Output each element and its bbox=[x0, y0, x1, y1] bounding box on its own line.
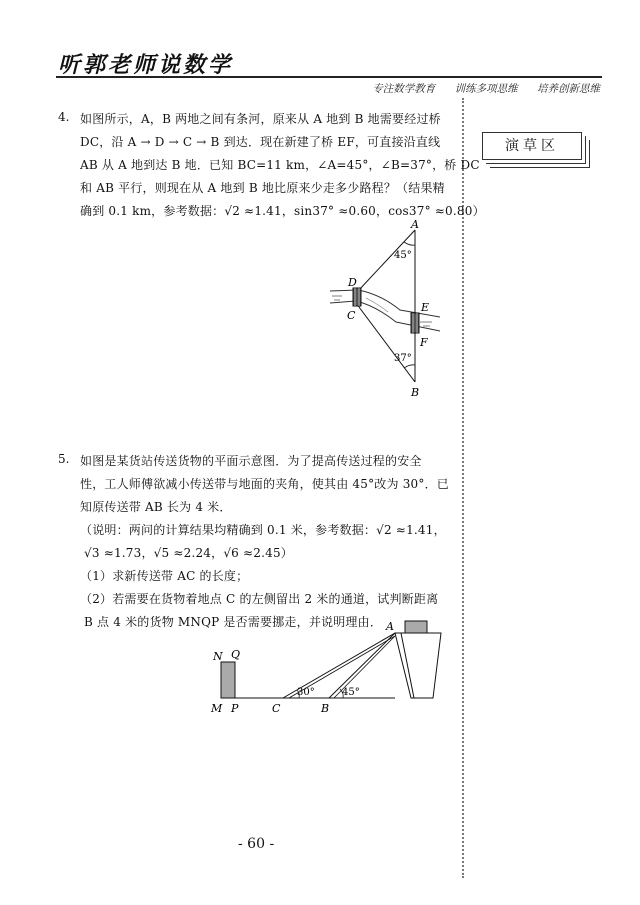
label5-N: N bbox=[213, 650, 223, 663]
cargo-MNQP bbox=[221, 662, 235, 698]
label5-C: C bbox=[272, 702, 281, 715]
q4-number: 4. bbox=[58, 110, 70, 124]
label5-B: B bbox=[321, 702, 330, 715]
q4-line-1: 如图所示，A，B 两地之间有条河，原来从 A 地到 B 地需要经过桥 bbox=[80, 112, 441, 126]
header-rule bbox=[56, 76, 602, 78]
motto-3: 培养创新思维 bbox=[537, 83, 600, 95]
header-motto bbox=[356, 81, 600, 96]
q5-line-6: （1）求新传送带 AC 的长度； bbox=[80, 569, 249, 583]
platform bbox=[395, 633, 441, 698]
page-number: - 60 - bbox=[238, 836, 275, 852]
label5-P: P bbox=[231, 702, 239, 715]
q4-line-4: 和 AB 平行，则现在从 A 地到 B 地比原来少走多少路程？（结果精 bbox=[80, 181, 445, 195]
angle-label-B5: 45° bbox=[342, 687, 360, 698]
angle-arc-B bbox=[404, 365, 415, 368]
label-E: E bbox=[421, 301, 430, 314]
label-A: A bbox=[411, 218, 419, 231]
angle-label-B: 37° bbox=[394, 353, 412, 364]
label-C: C bbox=[347, 309, 356, 322]
q4-line-3: AB 从 A 地到达 B 地．已知 BC=11 km，∠A=45°，∠B=37°，桥 DC bbox=[80, 158, 480, 172]
bridge-DC bbox=[353, 288, 361, 306]
label-F: F bbox=[420, 336, 428, 349]
q4-line-5: 确到 0.1 km，参考数据：√2 ≈1.41，sin37° ≈0.60，cos37° ≈0.80） bbox=[80, 204, 485, 218]
angle-label-C: 30° bbox=[297, 687, 315, 698]
q5-line-1: 如图是某货站传送货物的平面示意图．为了提高传送过程的安全 bbox=[80, 454, 422, 468]
angle-label-A: 45° bbox=[394, 250, 412, 261]
angle-arc-A bbox=[404, 242, 415, 245]
label5-A: A bbox=[386, 620, 394, 633]
q5-line-2: 性，工人师傅欲减小传送带与地面的夹角，使其由 45°改为 30°．已 bbox=[80, 477, 449, 491]
q5-line-7: （2）若需要在货物着地点 C 的左侧留出 2 米的通道，试判断距离 bbox=[80, 592, 439, 606]
q5-number: 5. bbox=[58, 452, 70, 466]
q5-line-4: （说明：两问的计算结果均精确到 0.1 米，参考数据：√2 ≈1.41， bbox=[80, 523, 446, 537]
q5-line-8: B 点 4 米的货物 MNQP 是否需要挪走，并说明理由． bbox=[84, 615, 383, 629]
q5-figure bbox=[205, 612, 455, 722]
label-B: B bbox=[411, 386, 420, 399]
motto-1: 专注数学教育 bbox=[372, 83, 436, 95]
motto-2: 训练多项思维 bbox=[454, 83, 518, 95]
q4-figure bbox=[320, 218, 450, 403]
bridge-EF bbox=[411, 313, 419, 333]
label5-Q: Q bbox=[231, 648, 241, 661]
label-D: D bbox=[348, 276, 357, 289]
label5-M: M bbox=[211, 702, 223, 715]
header-title: 听郭老师说数学 bbox=[58, 53, 234, 78]
platform-box bbox=[405, 621, 427, 633]
q4-line-2: DC，沿 A → D → C → B 到达．现在新建了桥 EF，可直接沿直线 bbox=[80, 135, 441, 149]
q5-line-5: √3 ≈1.73，√5 ≈2.24，√6 ≈2.45） bbox=[84, 546, 294, 560]
draft-area-label: 演草区 bbox=[482, 132, 582, 160]
q5-line-3: 知原传送带 AB 长为 4 米． bbox=[80, 500, 232, 514]
